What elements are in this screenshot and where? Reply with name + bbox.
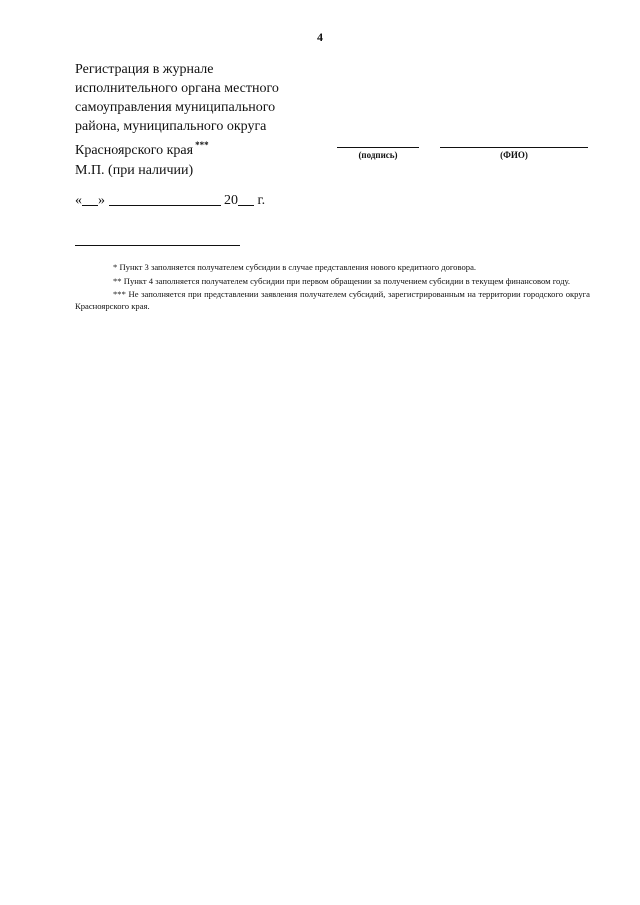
- close-quote: »: [98, 193, 105, 208]
- month-blank: [109, 192, 221, 206]
- stamp-label: М.П. (при наличии): [75, 163, 194, 178]
- footnote-mark: ***: [195, 140, 209, 150]
- footnote: *** Не заполняется при представлении заявления получателем субсидий, зарегистрированным на территории городского округа Красноярского края.: [75, 289, 590, 311]
- open-quote: «: [75, 193, 82, 208]
- footnote: * Пункт 3 заполняется получателем субсидии в случае представления нового кредитного договора.: [113, 262, 477, 272]
- signature-caption: (подпись): [358, 150, 398, 160]
- day-blank: [82, 192, 98, 206]
- registration-line: исполнительного органа местного: [75, 81, 279, 96]
- page-number: 4: [317, 30, 323, 44]
- signature-line: [337, 147, 419, 148]
- year-prefix: 20: [224, 193, 238, 208]
- footnotes: [75, 262, 590, 314]
- footnote: ** Пункт 4 заполняется получателем субсидии при первом обращении за получением субсидии в текущем финансовом году.: [113, 275, 571, 286]
- registration-line: района, муниципального округа: [75, 119, 267, 134]
- registration-line: Регистрация в журнале: [75, 62, 214, 77]
- registration-line-last: [75, 136, 279, 160]
- footnote-rule: [75, 245, 240, 246]
- year-suffix: г.: [257, 193, 266, 208]
- registration-block: [75, 60, 279, 160]
- registration-line: самоуправления муниципального: [75, 100, 276, 115]
- date-line: [75, 192, 265, 209]
- name-line: [440, 147, 588, 148]
- name-caption: (ФИО): [500, 150, 528, 160]
- registration-line: Красноярского края: [75, 143, 194, 158]
- year-blank: [238, 192, 254, 206]
